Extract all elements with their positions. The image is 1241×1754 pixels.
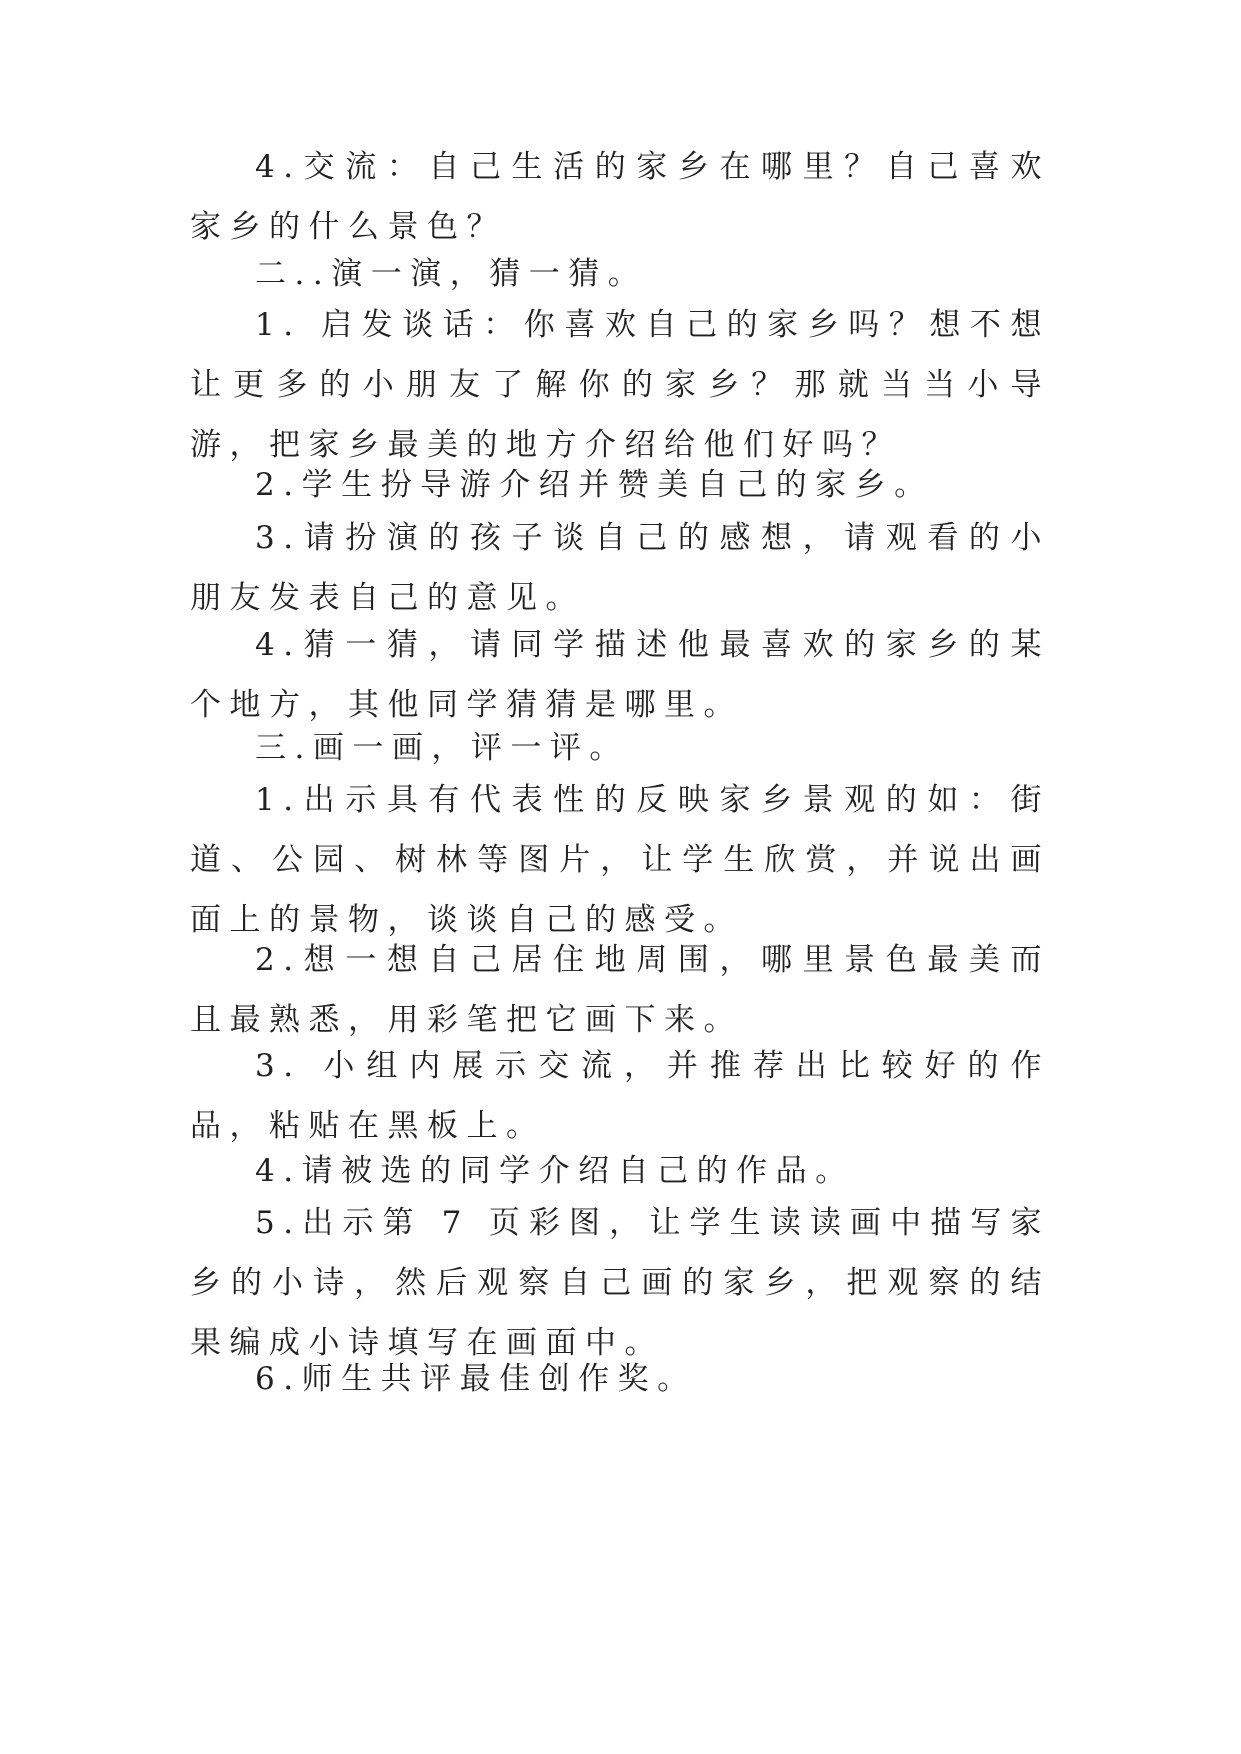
paragraph-award: 6.师生共评最佳创作奖。 [255, 1361, 697, 1397]
paragraph-color-picture-poem: 5.出示第 7 页彩图，让学生读读画中描写家乡的小诗，然后观察自己画的家乡，把观察的结果编成小诗填写在画面中。 [190, 1205, 1050, 1361]
paragraph-draw-scenery: 2.想一想自己居住地周围，哪里景色最美而且最熟悉，用彩笔把它画下来。 [190, 942, 1050, 1038]
paragraph-guess-place: 4.猜一猜，请同学描述他最喜欢的家乡的某个地方，其他同学猜猜是哪里。 [190, 627, 1050, 723]
paragraph-inspire-talk: 1. 启发谈话：你喜欢自己的家乡吗？想不想让更多的小朋友了解你的家乡？那就当当小导游，把家乡最美的地方介绍给他们好吗？ [190, 307, 1050, 463]
paragraph-share-feelings: 3.请扮演的孩子谈自己的感想，请观看的小朋友发表自己的意见。 [190, 520, 1050, 616]
paragraph-exchange-hometown: 4.交流：自己生活的家乡在哪里？自己喜欢家乡的什么景色？ [190, 149, 1050, 245]
heading-section-two: 二..演一演，猜一猜。 [255, 256, 648, 292]
paragraph-tour-guide: 2.学生扮导游介绍并赞美自己的家乡。 [255, 467, 934, 503]
paragraph-group-display: 3. 小组内展示交流，并推荐出比较好的作品，粘贴在黑板上。 [190, 1048, 1050, 1144]
paragraph-introduce-works: 4.请被选的同学介绍自己的作品。 [255, 1153, 855, 1189]
heading-section-three: 三.画一画，评一评。 [255, 730, 629, 766]
paragraph-show-pictures: 1.出示具有代表性的反映家乡景观的如：街道、公园、树林等图片，让学生欣赏，并说出画面上的景物，谈谈自己的感受。 [190, 782, 1050, 938]
